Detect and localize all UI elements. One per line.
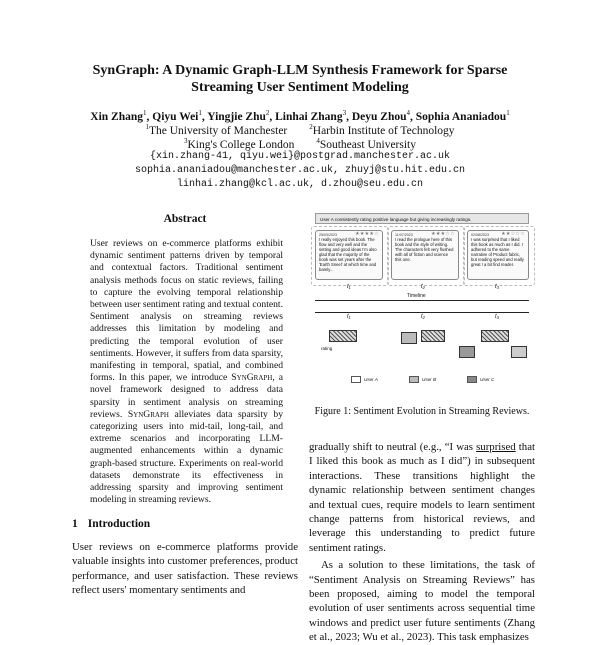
abstract-text-1: User reviews on e-commerce platforms exhibit dynamic sentiment patterns driven by temporal and contextual factors. Traditional sentiment analysis methods focus on static reviews, failing to capture the evolving temporal relationship between user sentiment rating and textual content. Sentiment analysis on streaming reviews addresses this limitation by modeling and predicting the temporal evolution of user sentiments. However, it suffers from data sparsity, manifesting in temporal, spatial, and combined forms. In this paper, we introduce [90, 238, 283, 384]
legend-label: User C [480, 377, 495, 382]
email-line-1: {xin.zhang-41, qiyu.wei}@postgrad.manchester.ac.uk [149, 151, 451, 162]
abstract-heading: Abstract [163, 213, 207, 225]
figure-sentiment-evolution [309, 212, 535, 398]
star-rating: ★★★☆☆ [431, 231, 455, 237]
email-line-3: linhai.zhang@kcl.ac.uk, d.zhou@seu.edu.cn [176, 179, 424, 190]
legend-item [467, 376, 494, 383]
section-heading-introduction [72, 518, 150, 530]
figure-top-banner: User A consistently rating positive language but giving increasingly ratings. [315, 213, 529, 224]
affiliation-name: King's College London [187, 138, 295, 151]
review-date: 02/08/2023 [471, 232, 489, 237]
section-number: 1 [72, 518, 78, 530]
author-name: Linhai Zhang [275, 110, 343, 123]
title-line-2: Streaming User Sentiment Modeling [191, 80, 409, 95]
time-tick-label: t₃ [495, 314, 500, 320]
review-text: I read the prologue here of this book and the style of writing. The characters felt very flushed with all of fiction and science this one. [395, 237, 454, 262]
abstract-body [90, 238, 283, 506]
review-date: 11/07/2023 [395, 232, 413, 237]
legend-swatch [351, 376, 361, 383]
legend-swatch [409, 376, 419, 383]
underlined-word: surprised [476, 441, 516, 453]
affiliation-name: The University of Manchester [148, 124, 288, 137]
author-affiliation-mark: 1 [198, 109, 202, 117]
legend-label: User B [422, 377, 437, 382]
rating-label: rating [321, 346, 333, 351]
abstract-text-2: , a novel framework designed to address data sparsity in sentiment analysis on streaming reviews. [90, 372, 283, 420]
author-affiliation-mark: 4 [406, 109, 410, 117]
author-affiliation-mark: 2 [265, 109, 270, 117]
user-sequence-box [329, 330, 357, 342]
user-sequence-box [401, 332, 417, 344]
author-name: Qiyu Wei [152, 110, 199, 123]
author-name: Sophia Ananiadou [415, 110, 507, 123]
affiliation-name: Harbin Institute of Technology [312, 124, 455, 137]
user-sequence-box [421, 330, 445, 342]
author-affiliation-mark: 1 [506, 109, 510, 117]
right-column-body [309, 440, 535, 645]
review-date: 25/03/2023 [319, 232, 337, 237]
star-rating: ★★★★☆ [355, 231, 379, 237]
review-text: I really enjoyed this book. The flow and very well and the setting and good ideas I'm also glad that the majority of the book was set years after the 'Earth Sneel' at which time and barely... [319, 237, 377, 272]
paragraph-text: gradually shift to neutral (e.g., “I was [309, 441, 477, 453]
time-tick-label: t₂ [421, 284, 425, 290]
author-affiliation-mark: 1 [143, 109, 147, 117]
affiliation-name: Southeast University [319, 138, 416, 151]
author-name: Xin Zhang [90, 110, 143, 123]
title-line-1: SynGraph: A Dynamic Graph-LLM Synthesis Framework for Sparse [92, 63, 508, 78]
timeline-label: Timeline [407, 293, 426, 299]
review-card [391, 230, 459, 280]
affiliation-mark: 2 [309, 123, 313, 131]
review-text: I was surprised that I liked this book as much as I did. I adhered to the same narrative of Product fabric, but reading speed and really great ! a bit find reader. [471, 237, 524, 267]
time-tick-label: t₂ [421, 314, 425, 320]
email-line-2: sophia.ananiadou@manchester.ac.uk, zhuyj@stu.hit.edu.cn [134, 165, 466, 176]
user-sequence-box [481, 330, 509, 342]
lower-timeline-axis [315, 312, 529, 313]
time-tick-label: t₁ [347, 284, 351, 290]
star-rating: ★★☆☆☆ [501, 231, 525, 237]
author-affiliation-mark: 3 [342, 109, 347, 117]
review-card [467, 230, 529, 280]
paragraph: As a solution to these limitations, the task of “Sentiment Analysis on Streaming Reviews” has been proposed, aiming to model the temporal evolution of user sentiments across sequential time windows and predict user future sentiments (Zhang et al., 2023; Wu et al., 2023). This task emphasizes [309, 559, 535, 644]
affiliation-mark: 1 [145, 123, 149, 131]
abstract-text-3: alleviates data sparsity by categorizing users into mid-tail, long-tail, and extreme scenarios and incorporating LLM-augmented enhancements within a dynamic graph-based structure. Experiments on real-world datasets demonstrate its effectiveness in addressing sparsity and improving sentiment modeling in streaming reviews. [90, 408, 283, 506]
timeline-line [315, 300, 529, 301]
affiliation-mark: 3 [184, 137, 188, 145]
framework-name: SynGraph [231, 372, 273, 384]
user-sequence-box [511, 346, 527, 358]
legend-swatch [467, 376, 477, 383]
legend-item [409, 376, 436, 383]
paper-title [40, 62, 560, 96]
legend-label: User A [364, 377, 378, 382]
user-sequence-box [459, 346, 475, 358]
affiliation-mark: 4 [316, 137, 320, 145]
paragraph-text: that I liked this book as much as I did”) in subsequent interactions. These transitions highlight the dynamic relationship between sentiment changes and textual cues, require models to learn sentiment change patterns from historical reviews, and leverage this understanding to predict future sentiment ratings. [309, 441, 535, 554]
framework-name: SynGraph [127, 408, 169, 420]
author-name: Deyu Zhou [351, 110, 407, 123]
figure-caption: Figure 1: Sentiment Evolution in Streaming Reviews. [314, 406, 530, 417]
author-name: Yingjie Zhu [207, 110, 266, 123]
section-title: Introduction [87, 518, 151, 530]
introduction-body: User reviews on e-commerce platforms provide valuable insights into customer preferences, product performance, and user satisfaction. These reviews reflect users' momentary sentiments and [72, 541, 298, 597]
time-tick-label: t₁ [347, 314, 351, 320]
paragraph [309, 440, 535, 555]
time-tick-label: t₃ [495, 284, 500, 290]
author-list: Xin Zhang$^1$, Qiyu Wei$^1$, Yingjie Zhu$^2$, Linhai Zhang$^3$, Deyu Zhou$^4$, Sophia Ananiadou$^1$ [90, 109, 510, 123]
legend-item [351, 376, 378, 383]
review-card [315, 230, 383, 280]
